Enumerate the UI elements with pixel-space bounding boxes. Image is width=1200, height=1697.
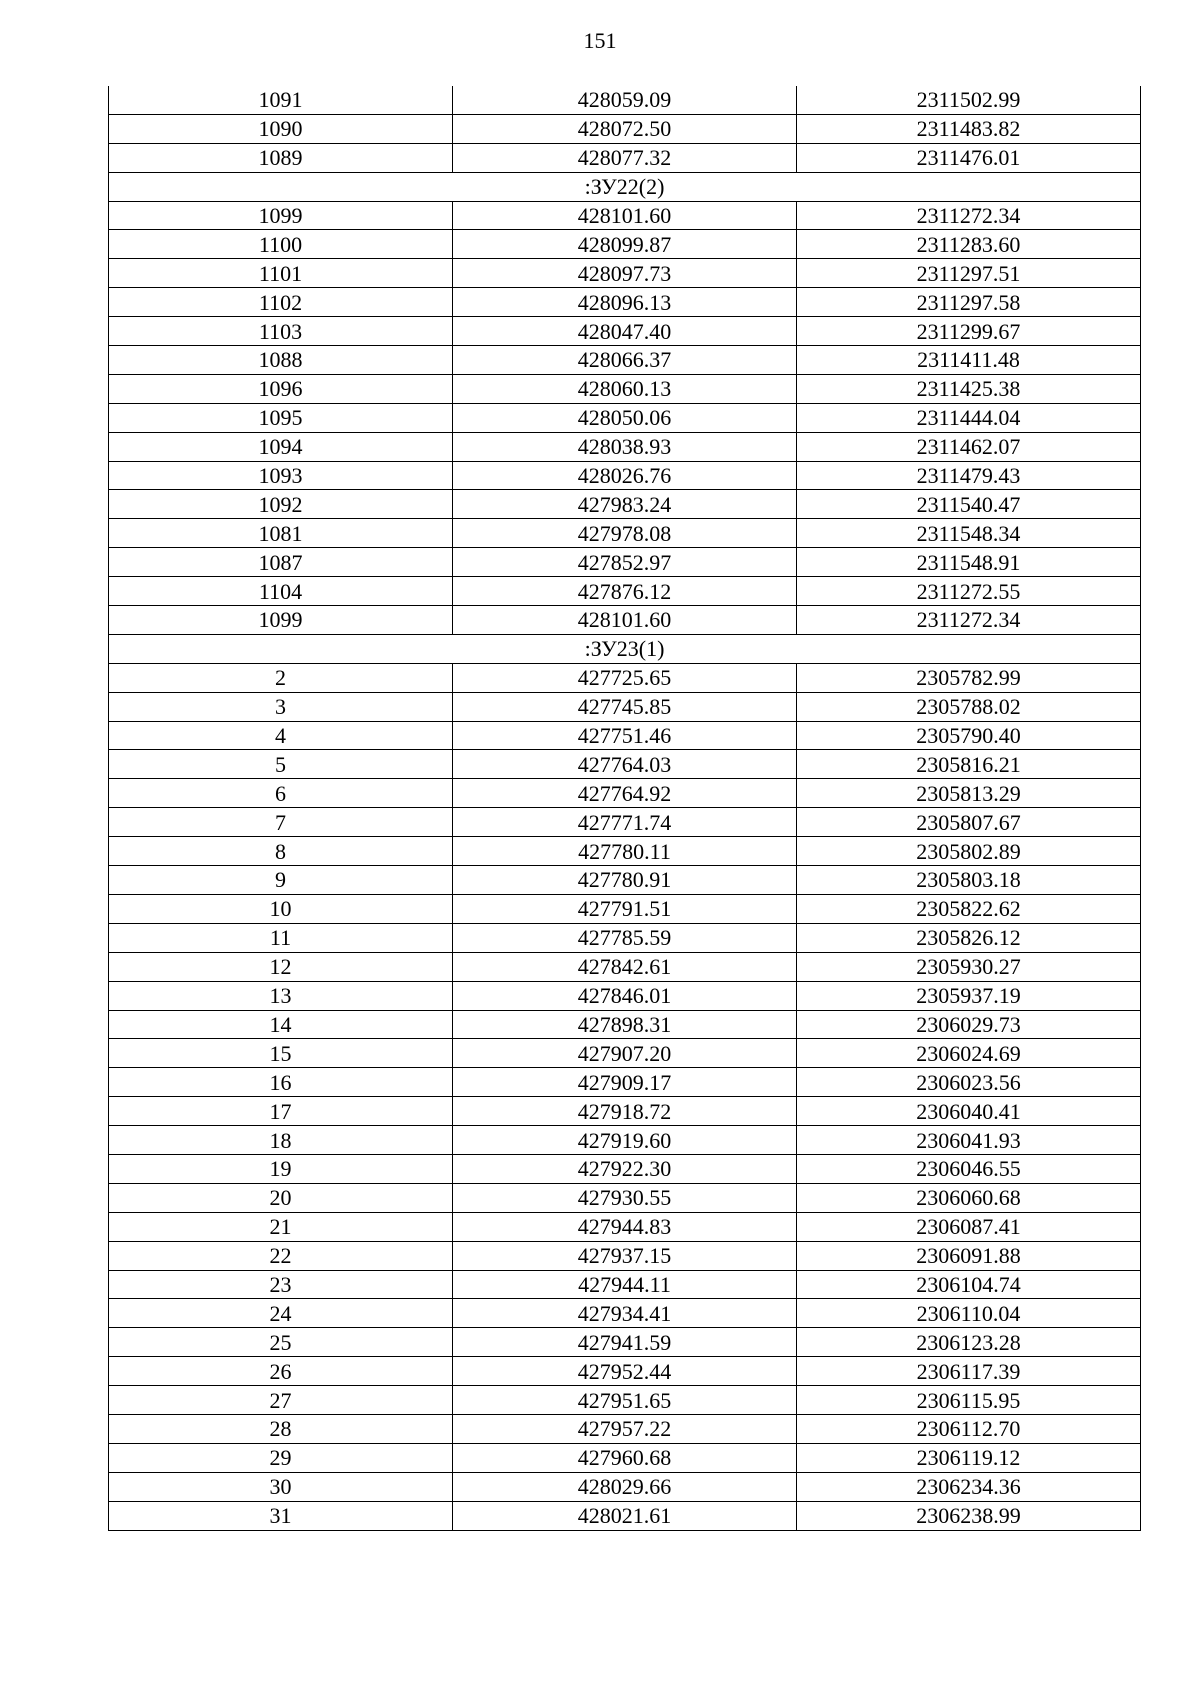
point-number-cell: 1092 — [109, 490, 453, 519]
y-coordinate-cell: 2311425.38 — [797, 374, 1141, 403]
section-header-row — [109, 634, 1141, 663]
table-row — [109, 577, 1141, 606]
y-coordinate-cell: 2305826.12 — [797, 923, 1141, 952]
point-number-cell: 21 — [109, 1212, 453, 1241]
table-row — [109, 866, 1141, 895]
y-coordinate-cell: 2306238.99 — [797, 1501, 1141, 1530]
section-label: :ЗУ22(2) — [109, 172, 1141, 201]
x-coordinate-cell: 427725.65 — [453, 663, 797, 692]
point-number-cell: 7 — [109, 808, 453, 837]
table-row — [109, 779, 1141, 808]
table-row — [109, 317, 1141, 346]
y-coordinate-cell: 2311299.67 — [797, 317, 1141, 346]
table-row — [109, 1501, 1141, 1530]
table-row — [109, 259, 1141, 288]
y-coordinate-cell: 2311283.60 — [797, 230, 1141, 259]
x-coordinate-cell: 428097.73 — [453, 259, 797, 288]
point-number-cell: 1099 — [109, 606, 453, 635]
y-coordinate-cell: 2306029.73 — [797, 1010, 1141, 1039]
point-number-cell: 1102 — [109, 288, 453, 317]
x-coordinate-cell: 428096.13 — [453, 288, 797, 317]
y-coordinate-cell: 2311548.91 — [797, 548, 1141, 577]
table-row — [109, 143, 1141, 172]
x-coordinate-cell: 428021.61 — [453, 1501, 797, 1530]
point-number-cell: 16 — [109, 1068, 453, 1097]
table-row — [109, 403, 1141, 432]
table-row — [109, 1443, 1141, 1472]
page-number: 151 — [583, 28, 617, 53]
point-number-cell: 1091 — [109, 86, 453, 114]
point-number-cell: 27 — [109, 1386, 453, 1415]
x-coordinate-cell: 427937.15 — [453, 1241, 797, 1270]
y-coordinate-cell: 2305803.18 — [797, 866, 1141, 895]
point-number-cell: 17 — [109, 1097, 453, 1126]
x-coordinate-cell: 427751.46 — [453, 721, 797, 750]
point-number-cell: 12 — [109, 952, 453, 981]
coordinates-table — [108, 86, 1141, 1531]
point-number-cell: 1103 — [109, 317, 453, 346]
x-coordinate-cell: 428077.32 — [453, 143, 797, 172]
y-coordinate-cell: 2311502.99 — [797, 86, 1141, 114]
x-coordinate-cell: 428050.06 — [453, 403, 797, 432]
table-row — [109, 548, 1141, 577]
y-coordinate-cell: 2306024.69 — [797, 1039, 1141, 1068]
point-number-cell: 24 — [109, 1299, 453, 1328]
table-row — [109, 923, 1141, 952]
x-coordinate-cell: 427930.55 — [453, 1183, 797, 1212]
table-row — [109, 201, 1141, 230]
point-number-cell: 2 — [109, 663, 453, 692]
x-coordinate-cell: 428026.76 — [453, 461, 797, 490]
point-number-cell: 1087 — [109, 548, 453, 577]
x-coordinate-cell: 427978.08 — [453, 519, 797, 548]
y-coordinate-cell: 2311540.47 — [797, 490, 1141, 519]
x-coordinate-cell: 427960.68 — [453, 1443, 797, 1472]
x-coordinate-cell: 427934.41 — [453, 1299, 797, 1328]
table-row — [109, 288, 1141, 317]
point-number-cell: 14 — [109, 1010, 453, 1039]
table-row — [109, 432, 1141, 461]
table-row — [109, 808, 1141, 837]
point-number-cell: 19 — [109, 1154, 453, 1183]
y-coordinate-cell: 2311297.58 — [797, 288, 1141, 317]
point-number-cell: 6 — [109, 779, 453, 808]
x-coordinate-cell: 428029.66 — [453, 1472, 797, 1501]
y-coordinate-cell: 2311297.51 — [797, 259, 1141, 288]
x-coordinate-cell: 428047.40 — [453, 317, 797, 346]
y-coordinate-cell: 2305937.19 — [797, 981, 1141, 1010]
x-coordinate-cell: 427918.72 — [453, 1097, 797, 1126]
y-coordinate-cell: 2311462.07 — [797, 432, 1141, 461]
x-coordinate-cell: 427764.92 — [453, 779, 797, 808]
point-number-cell: 5 — [109, 750, 453, 779]
x-coordinate-cell: 428060.13 — [453, 374, 797, 403]
table-row — [109, 1097, 1141, 1126]
table-row — [109, 346, 1141, 375]
y-coordinate-cell: 2306115.95 — [797, 1386, 1141, 1415]
point-number-cell: 3 — [109, 692, 453, 721]
y-coordinate-cell: 2306046.55 — [797, 1154, 1141, 1183]
x-coordinate-cell: 427944.11 — [453, 1270, 797, 1299]
table-row — [109, 490, 1141, 519]
table-row — [109, 230, 1141, 259]
table-row — [109, 1039, 1141, 1068]
table-row — [109, 1414, 1141, 1443]
x-coordinate-cell: 427957.22 — [453, 1414, 797, 1443]
table-row — [109, 1472, 1141, 1501]
point-number-cell: 1099 — [109, 201, 453, 230]
coordinates-table-body — [109, 86, 1141, 1530]
y-coordinate-cell: 2305822.62 — [797, 894, 1141, 923]
y-coordinate-cell: 2311483.82 — [797, 114, 1141, 143]
y-coordinate-cell: 2305802.89 — [797, 837, 1141, 866]
y-coordinate-cell: 2306104.74 — [797, 1270, 1141, 1299]
point-number-cell: 15 — [109, 1039, 453, 1068]
y-coordinate-cell: 2306112.70 — [797, 1414, 1141, 1443]
y-coordinate-cell: 2306091.88 — [797, 1241, 1141, 1270]
x-coordinate-cell: 427944.83 — [453, 1212, 797, 1241]
point-number-cell: 26 — [109, 1357, 453, 1386]
point-number-cell: 4 — [109, 721, 453, 750]
point-number-cell: 10 — [109, 894, 453, 923]
y-coordinate-cell: 2306123.28 — [797, 1328, 1141, 1357]
y-coordinate-cell: 2311476.01 — [797, 143, 1141, 172]
point-number-cell: 25 — [109, 1328, 453, 1357]
point-number-cell: 8 — [109, 837, 453, 866]
x-coordinate-cell: 427791.51 — [453, 894, 797, 923]
x-coordinate-cell: 427780.91 — [453, 866, 797, 895]
x-coordinate-cell: 427842.61 — [453, 952, 797, 981]
x-coordinate-cell: 428101.60 — [453, 606, 797, 635]
x-coordinate-cell: 427745.85 — [453, 692, 797, 721]
table-row — [109, 1126, 1141, 1155]
x-coordinate-cell: 428101.60 — [453, 201, 797, 230]
y-coordinate-cell: 2311479.43 — [797, 461, 1141, 490]
point-number-cell: 18 — [109, 1126, 453, 1155]
section-label: :ЗУ23(1) — [109, 634, 1141, 663]
point-number-cell: 20 — [109, 1183, 453, 1212]
x-coordinate-cell: 427952.44 — [453, 1357, 797, 1386]
x-coordinate-cell: 427898.31 — [453, 1010, 797, 1039]
y-coordinate-cell: 2311272.34 — [797, 606, 1141, 635]
table-row — [109, 1270, 1141, 1299]
x-coordinate-cell: 427941.59 — [453, 1328, 797, 1357]
table-row — [109, 114, 1141, 143]
x-coordinate-cell: 427922.30 — [453, 1154, 797, 1183]
table-row — [109, 86, 1141, 114]
section-header-row — [109, 172, 1141, 201]
y-coordinate-cell: 2305782.99 — [797, 663, 1141, 692]
table-row — [109, 519, 1141, 548]
table-row — [109, 750, 1141, 779]
x-coordinate-cell: 428066.37 — [453, 346, 797, 375]
x-coordinate-cell: 428059.09 — [453, 86, 797, 114]
y-coordinate-cell: 2305813.29 — [797, 779, 1141, 808]
y-coordinate-cell: 2306060.68 — [797, 1183, 1141, 1212]
x-coordinate-cell: 427919.60 — [453, 1126, 797, 1155]
y-coordinate-cell: 2306234.36 — [797, 1472, 1141, 1501]
y-coordinate-cell: 2305790.40 — [797, 721, 1141, 750]
table-row — [109, 663, 1141, 692]
x-coordinate-cell: 427780.11 — [453, 837, 797, 866]
x-coordinate-cell: 428099.87 — [453, 230, 797, 259]
table-row — [109, 952, 1141, 981]
table-row — [109, 1183, 1141, 1212]
x-coordinate-cell: 427764.03 — [453, 750, 797, 779]
x-coordinate-cell: 427876.12 — [453, 577, 797, 606]
y-coordinate-cell: 2306110.04 — [797, 1299, 1141, 1328]
y-coordinate-cell: 2306041.93 — [797, 1126, 1141, 1155]
table-row — [109, 1357, 1141, 1386]
point-number-cell: 1081 — [109, 519, 453, 548]
y-coordinate-cell: 2306023.56 — [797, 1068, 1141, 1097]
point-number-cell: 29 — [109, 1443, 453, 1472]
table-row — [109, 894, 1141, 923]
table-row — [109, 1328, 1141, 1357]
point-number-cell: 28 — [109, 1414, 453, 1443]
y-coordinate-cell: 2306117.39 — [797, 1357, 1141, 1386]
point-number-cell: 1095 — [109, 403, 453, 432]
table-row — [109, 837, 1141, 866]
y-coordinate-cell: 2305807.67 — [797, 808, 1141, 837]
x-coordinate-cell: 427785.59 — [453, 923, 797, 952]
y-coordinate-cell: 2305788.02 — [797, 692, 1141, 721]
point-number-cell: 1088 — [109, 346, 453, 375]
x-coordinate-cell: 427771.74 — [453, 808, 797, 837]
table-row — [109, 1068, 1141, 1097]
x-coordinate-cell: 427909.17 — [453, 1068, 797, 1097]
x-coordinate-cell: 427983.24 — [453, 490, 797, 519]
point-number-cell: 1093 — [109, 461, 453, 490]
x-coordinate-cell: 427951.65 — [453, 1386, 797, 1415]
y-coordinate-cell: 2311444.04 — [797, 403, 1141, 432]
point-number-cell: 1094 — [109, 432, 453, 461]
point-number-cell: 13 — [109, 981, 453, 1010]
point-number-cell: 1096 — [109, 374, 453, 403]
table-row — [109, 1212, 1141, 1241]
y-coordinate-cell: 2311411.48 — [797, 346, 1141, 375]
point-number-cell: 31 — [109, 1501, 453, 1530]
y-coordinate-cell: 2305930.27 — [797, 952, 1141, 981]
table-row — [109, 461, 1141, 490]
table-row — [109, 1386, 1141, 1415]
y-coordinate-cell: 2306040.41 — [797, 1097, 1141, 1126]
table-row — [109, 1241, 1141, 1270]
table-row — [109, 692, 1141, 721]
table-row — [109, 1154, 1141, 1183]
table-row — [109, 606, 1141, 635]
y-coordinate-cell: 2305816.21 — [797, 750, 1141, 779]
x-coordinate-cell: 427907.20 — [453, 1039, 797, 1068]
table-row — [109, 1299, 1141, 1328]
y-coordinate-cell: 2311272.34 — [797, 201, 1141, 230]
x-coordinate-cell: 428072.50 — [453, 114, 797, 143]
point-number-cell: 1104 — [109, 577, 453, 606]
point-number-cell: 1089 — [109, 143, 453, 172]
point-number-cell: 11 — [109, 923, 453, 952]
point-number-cell: 1090 — [109, 114, 453, 143]
y-coordinate-cell: 2311272.55 — [797, 577, 1141, 606]
point-number-cell: 1101 — [109, 259, 453, 288]
x-coordinate-cell: 427852.97 — [453, 548, 797, 577]
point-number-cell: 30 — [109, 1472, 453, 1501]
table-row — [109, 981, 1141, 1010]
x-coordinate-cell: 428038.93 — [453, 432, 797, 461]
y-coordinate-cell: 2311548.34 — [797, 519, 1141, 548]
y-coordinate-cell: 2306119.12 — [797, 1443, 1141, 1472]
y-coordinate-cell: 2306087.41 — [797, 1212, 1141, 1241]
point-number-cell: 23 — [109, 1270, 453, 1299]
point-number-cell: 22 — [109, 1241, 453, 1270]
point-number-cell: 9 — [109, 866, 453, 895]
table-row — [109, 374, 1141, 403]
x-coordinate-cell: 427846.01 — [453, 981, 797, 1010]
table-row — [109, 721, 1141, 750]
point-number-cell: 1100 — [109, 230, 453, 259]
table-row — [109, 1010, 1141, 1039]
